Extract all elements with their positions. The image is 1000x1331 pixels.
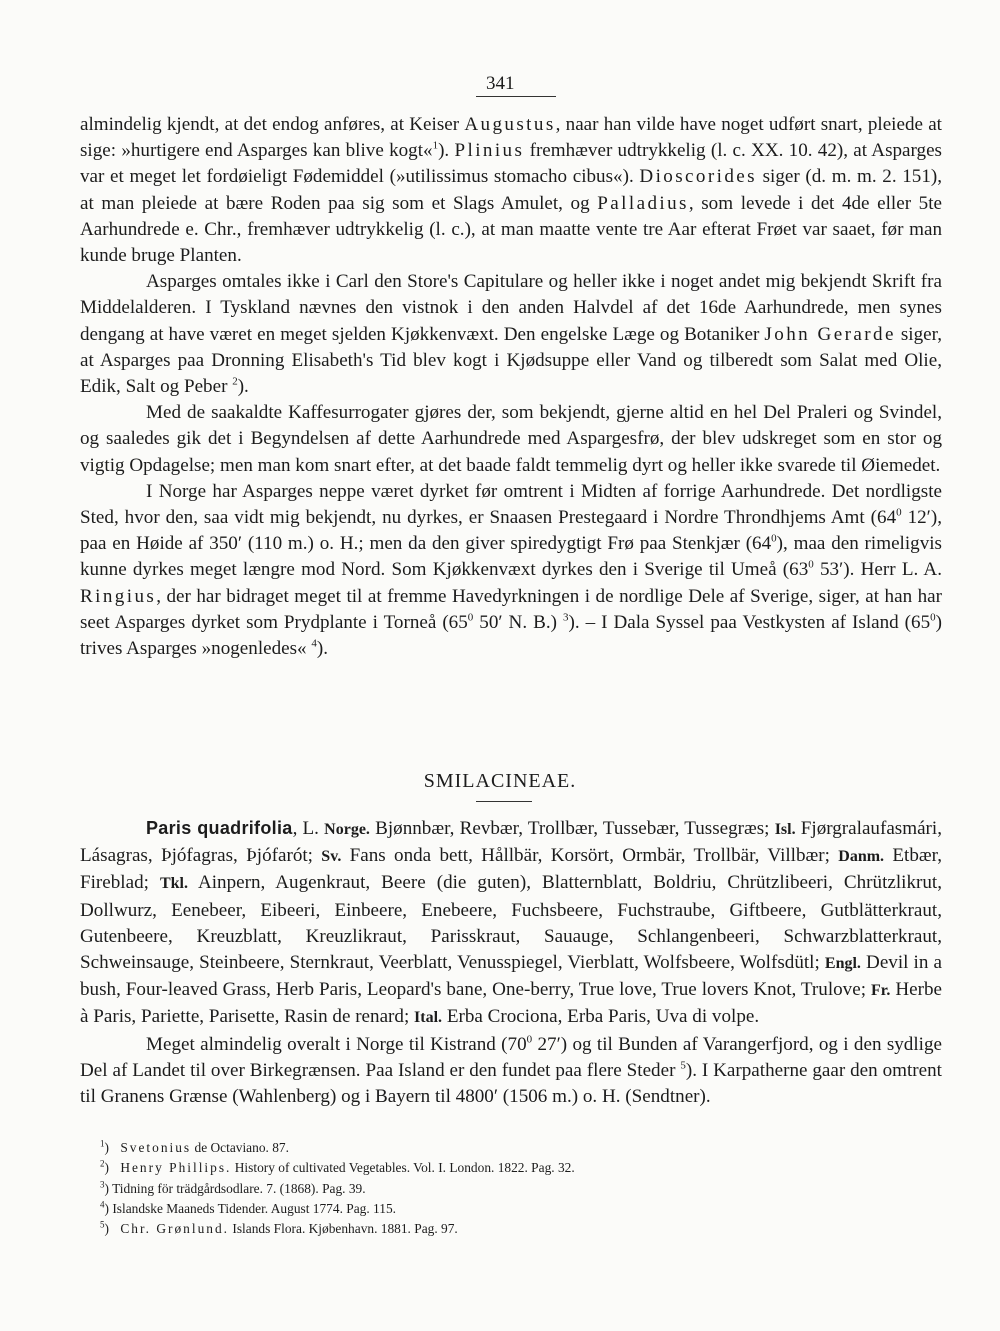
text-run: Ainpern, Augenkraut, Beere (die guten), Blatternblatt, Boldriu, Chrützlibeeri, Chrützlikrut, Dollwurz, Eenebeer, Eibeeri, Einbeere, Enebeere, Fuchsbeere, Fuchstraube, Giftbeere, Gutblätterkraut, Gutenbeere, Kreuzblatt, Kreuzlikraut, Parisskraut, Sauauge, Schlangenbeeri, Schwarzblatterkraut, Schweinsauge, Steinbeere, Sternkraut, Veerblatt, Venusspiegel, Vierblatt, Wolfsbeere, Wolfsdütl; [80,872,942,974]
text-run: , der har bidraget meget til at fremme Havedyrkningen i de nordlige Dele af Sverige, siger, at han har seet Asparges dyrket som Prydplante i Torneå (65 [80,585,942,633]
footnote: $^1$) Svetonius de Octaviano. 87. [100,1138,289,1155]
footnote: $^3$) Tidning för trädgårdsodlare. 7. (1868). Pag. 39. [100,1179,366,1196]
text-run: Fans onda bett, Hållbär, Korsört, Ormbär, Trollbär, Villbær; [341,845,839,867]
superscript: 5 [680,1059,686,1072]
footnote-mark: 3 [100,1179,105,1190]
spaced-name: Plinius [454,140,525,162]
text-run: ). [237,376,249,398]
language-label: Isl. [774,821,796,838]
superscript: 0 [771,532,777,545]
language-label: Tkl. [159,875,188,893]
language-label: Fr. [870,982,891,1000]
footnotes [100,1138,900,1239]
footnote-text: Islands Flora. Kjøbenhavn. 1881. Pag. 97. [232,1221,458,1237]
text-run: , L. [292,818,325,839]
footnote-text: History of cultivated Vegetables. Vol. I. London. 1822. Pag. 32. [234,1160,575,1176]
text-run: 53′). Herr L. A. [813,559,942,581]
footnote: $^2$) Henry Phillips. History of cultivated Vegetables. Vol. I. London. 1822. Pag. 32. [100,1158,575,1176]
superscript: 0 [526,1033,533,1046]
text-run: ). – I Dala Syssel paa Vestkysten af Island (65 [568,611,931,633]
language-label: Sv. [321,848,342,866]
footnote-author: Chr. Grønlund. [120,1221,230,1237]
text-run: siger, at Asparges paa Dronning Elisabeth's Tid blev kogt i Kjødsuppe eller Vand og tilberedt som Salat med Olie, Edik, Salt og Peber [80,323,943,398]
section-heading-rule [476,801,532,802]
footnote-mark: 2 [100,1158,105,1169]
footnote: $^4$) Islandske Maaneds Tidender. August 1774. Pag. 115. [100,1199,396,1216]
text-run: , naar han vilde have noget udført snart, pleiede at sige: »hurtigere end Asparges kan blive kogt« [80,114,942,162]
superscript: 0 [896,506,902,519]
text-run: ). [316,638,329,660]
text-run: fremhæver udtrykkelig (l. c. XX. 10. 42), at Asparges var et meget let fordøieligt Fødemiddel (»utilissimus stomacho cibus«). [80,140,942,188]
footnote-mark: 5 [100,1219,105,1230]
text-run: siger (d. m. m. 2. 151), at man pleiede at bære Roden paa sig som et Slags Amulet, og [80,166,943,214]
footnote-mark: 1 [100,1138,105,1149]
text-run: Meget almindelig overalt i Norge til Kistrand (70 [146,1033,527,1055]
footnote-author: Svetonius [120,1140,192,1155]
paragraph [80,400,942,479]
paragraph [80,269,942,400]
text-run: ). [438,140,455,162]
footnote-text: Tidning för trädgårdsodlare. 7. (1868). Pag. 39. [112,1180,366,1196]
superscript: 0 [930,611,936,624]
page-number: 341 [486,73,515,94]
superscript: 4 [311,637,317,650]
paragraph [80,479,942,662]
text-run: , som levede i det 4de eller 5te Aarhundrede e. Chr., fremhæver udtrykkelig (l. c.), at man maatte vente tre Aar efterat Frøet var saaet, før man kunde bruge Planten. [80,192,942,267]
spaced-name: Dioscorides [639,166,757,188]
page-number-rule [476,96,556,97]
species-text [80,815,942,1110]
footnote-mark: 4 [100,1199,105,1210]
text-run: Erba Crociona, Erba Paris, Uva di volpe. [442,1006,760,1028]
footnote-text: Islandske Maaneds Tidender. August 1774. Pag. 115. [112,1200,396,1216]
superscript: 0 [467,611,474,624]
main-text [80,112,942,662]
paragraph [80,815,942,1032]
superscript: 0 [808,559,814,572]
section-heading: SMILACINEAE. [423,770,577,792]
text-run: ), maa den rimeligvis kunne dyrkes meget længre mod Nord. Som Kjøkkenvæxt dyrkes den i Sverige til Umeå (63 [80,533,942,581]
text-run: Devil in a bush, Four-leaved Grass, Herb Paris, Leopard's bane, One-berry, True love, True lovers Knot, Trulove; [80,952,942,1001]
paragraph [80,112,942,269]
species-name: Paris quadrifolia [146,818,293,838]
spaced-name: Augustus [464,114,556,135]
spaced-name: John Gerarde [764,323,896,345]
footnote: $^5$) Chr. Grønlund. Islands Flora. Kjøbenhavn. 1881. Pag. 97. [100,1219,458,1237]
language-label: Danm. [838,848,885,866]
text-run: Fjørgralaufasmári, Lásagras, Þjófagras, Þjófarót; [80,818,942,867]
text-run: Herbe à Paris, Pariette, Parisette, Rasin de renard; [80,979,942,1028]
language-label: Ital. [414,1009,443,1027]
text-run: I Norge har Asparges neppe været dyrket før omtrent i Midten af forrige Aarhundrede. Det nordligste Sted, hvor den, saa vidt mig bekjendt, nu dyrkes, er Snaasen Prestegaard i Nordre Throndhjems Amt (64 [80,480,942,529]
text-run: Etbær, Fireblad; [80,845,942,894]
paragraph [80,1032,942,1111]
text-run: Med de saakaldte Kaffesurrogater gjøres der, som bekjendt, gjerne altid en hel Del Praleri og Svindel, og saaledes gik det i Begyndelsen af dette Aarhundrede med Aspargesfrø, der blev udskreget som en stor og vigtig Opdagelse; men man kom snart efter, at det baade faldt temmelig dyrt og heller ikke svarede til Øiemedet. [80,402,942,476]
language-label: Engl. [824,955,861,973]
footnote-author: Henry Phillips. [120,1160,232,1176]
language-label: Norge. [324,821,370,838]
superscript: 1 [432,139,439,152]
text-run: ) trives Asparges »nogenledes« [80,611,942,660]
text-run: Bjønnbær, Revbær, Trollbær, Tussebær, Tussegræs; [369,818,775,839]
text-run: 12′), paa en Høide af 350′ (110 m.) o. H.; men da den giver spiredygtigt Frø paa Stenkjær (64 [80,507,942,555]
text-run: 50′ N. B.) [473,611,563,633]
spaced-name: Palladius [597,192,689,214]
text-run: ). I Karpatherne gaar den omtrent til Granens Grænse (Wahlenberg) og i Bayern til 4800′ (1506 m.) o. H. (Sendtner). [80,1059,942,1108]
text-run: 27′) og til Bunden af Varangerfjord, og i den sydlige Del af Landet til over Birkegrænsen. Paa Island er den fundet paa flere Steder [80,1033,942,1081]
superscript: 2 [232,375,238,388]
footnote-text: de Octaviano. 87. [194,1140,289,1155]
spaced-name: Ringius [80,585,157,607]
text-run: almindelig kjendt, at det endog anføres, at Keiser [80,114,465,135]
superscript: 3 [562,611,569,624]
text-run: Asparges omtales ikke i Carl den Store's Capitulare og heller ikke i noget andet mig bekjendt Skrift fra Middelalderen. I Tyskland nævnes den vistnok i den anden Halvdel af det 16de Aarhundrede, men synes dengang at have været en meget sjelden Kjøkkenvæxt. Den engelske Læge og Botaniker [80,271,942,345]
